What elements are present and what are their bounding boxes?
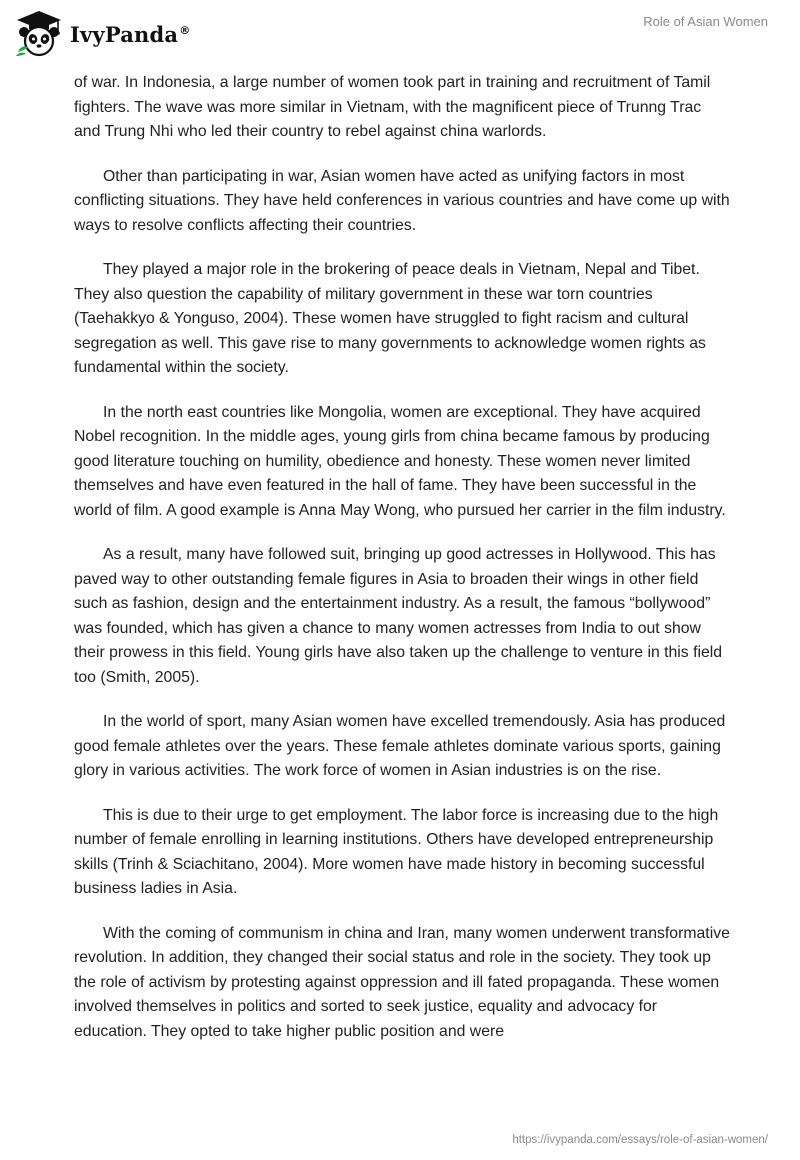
logo-text: IvyPanda®: [70, 21, 191, 47]
paragraph: This is due to their urge to get employment. The labor force is increasing due to the high number of female enrolling in learning institutions. Others have developed entrepreneurship skills (Trinh & Sciachitano, 2004). More women have made history in becoming successful business ladies in Asia.: [74, 806, 719, 897]
essay-body: [74, 71, 730, 1064]
ivypanda-logo[interactable]: [14, 8, 190, 58]
paragraph: With the coming of communism in china and Iran, many women underwent transformative revolution. In addition, they changed their social status and role in the society. They took up the role of activism by protesting against oppression and ill fated propaganda. These women involved themselves in politics and sorted to seek justice, equality and advocacy for education. They opted to take higher public position and were: [74, 924, 730, 1040]
paragraph: Other than participating in war, Asian women have acted as unifying factors in most conflicting situations. They have held conferences in various countries and have come up with ways to resolve conflicts affecting their countries.: [74, 167, 730, 234]
paragraph: As a result, many have followed suit, bringing up good actresses in Hollywood. This has paved way to other outstanding female figures in Asia to broaden their wings in other field such as fashion, design and the entertainment industry. As a result, the famous “bollywood” was founded, which has given a chance to many women actresses from India to out show their prowess in this field. Young girls have also taken up the challenge to venture in this field too (Smith, 2005).: [74, 546, 723, 686]
paragraph: In the world of sport, many Asian women have excelled tremendously. Asia has produced good female athletes over the years. These female athletes dominate various sports, gaining glory in various activities. The work force of women in Asian industries is on the rise.: [74, 713, 726, 779]
paragraph: In the north east countries like Mongolia, women are exceptional. They have acquired Nobel recognition. In the middle ages, young girls from china became famous by producing good literature touching on humility, obedience and honesty. These women never limited themselves and have even featured in the hall of fame. They have been successful in the world of film. A good example is Anna May Wong, who pursued her carrier in the film industry.: [74, 403, 726, 519]
page-header: [0, 0, 800, 66]
document-title: Role of Asian Women: [643, 14, 768, 29]
paragraph: They played a major role in the brokering of peace deals in Vietnam, Nepal and Tibet. They also question the capability of military government in these war torn countries (Taehakkyo & Yonguso, 2004). These women have struggled to fight racism and cultural segregation as well. This gave rise to many governments to acknowledge women rights as fundamental within the society.: [74, 261, 706, 376]
panda-graduate-icon: [14, 8, 64, 58]
source-url-link[interactable]: https://ivypanda.com/essays/role-of-asian-women/: [512, 1134, 768, 1146]
paragraph: of war. In Indonesia, a large number of women took part in training and recruitment of Tamil fighters. The wave was more similar in Vietnam, with the magnificent piece of Trunng Trac and Trung Nhi who led their country to rebel against china warlords.: [74, 74, 711, 140]
